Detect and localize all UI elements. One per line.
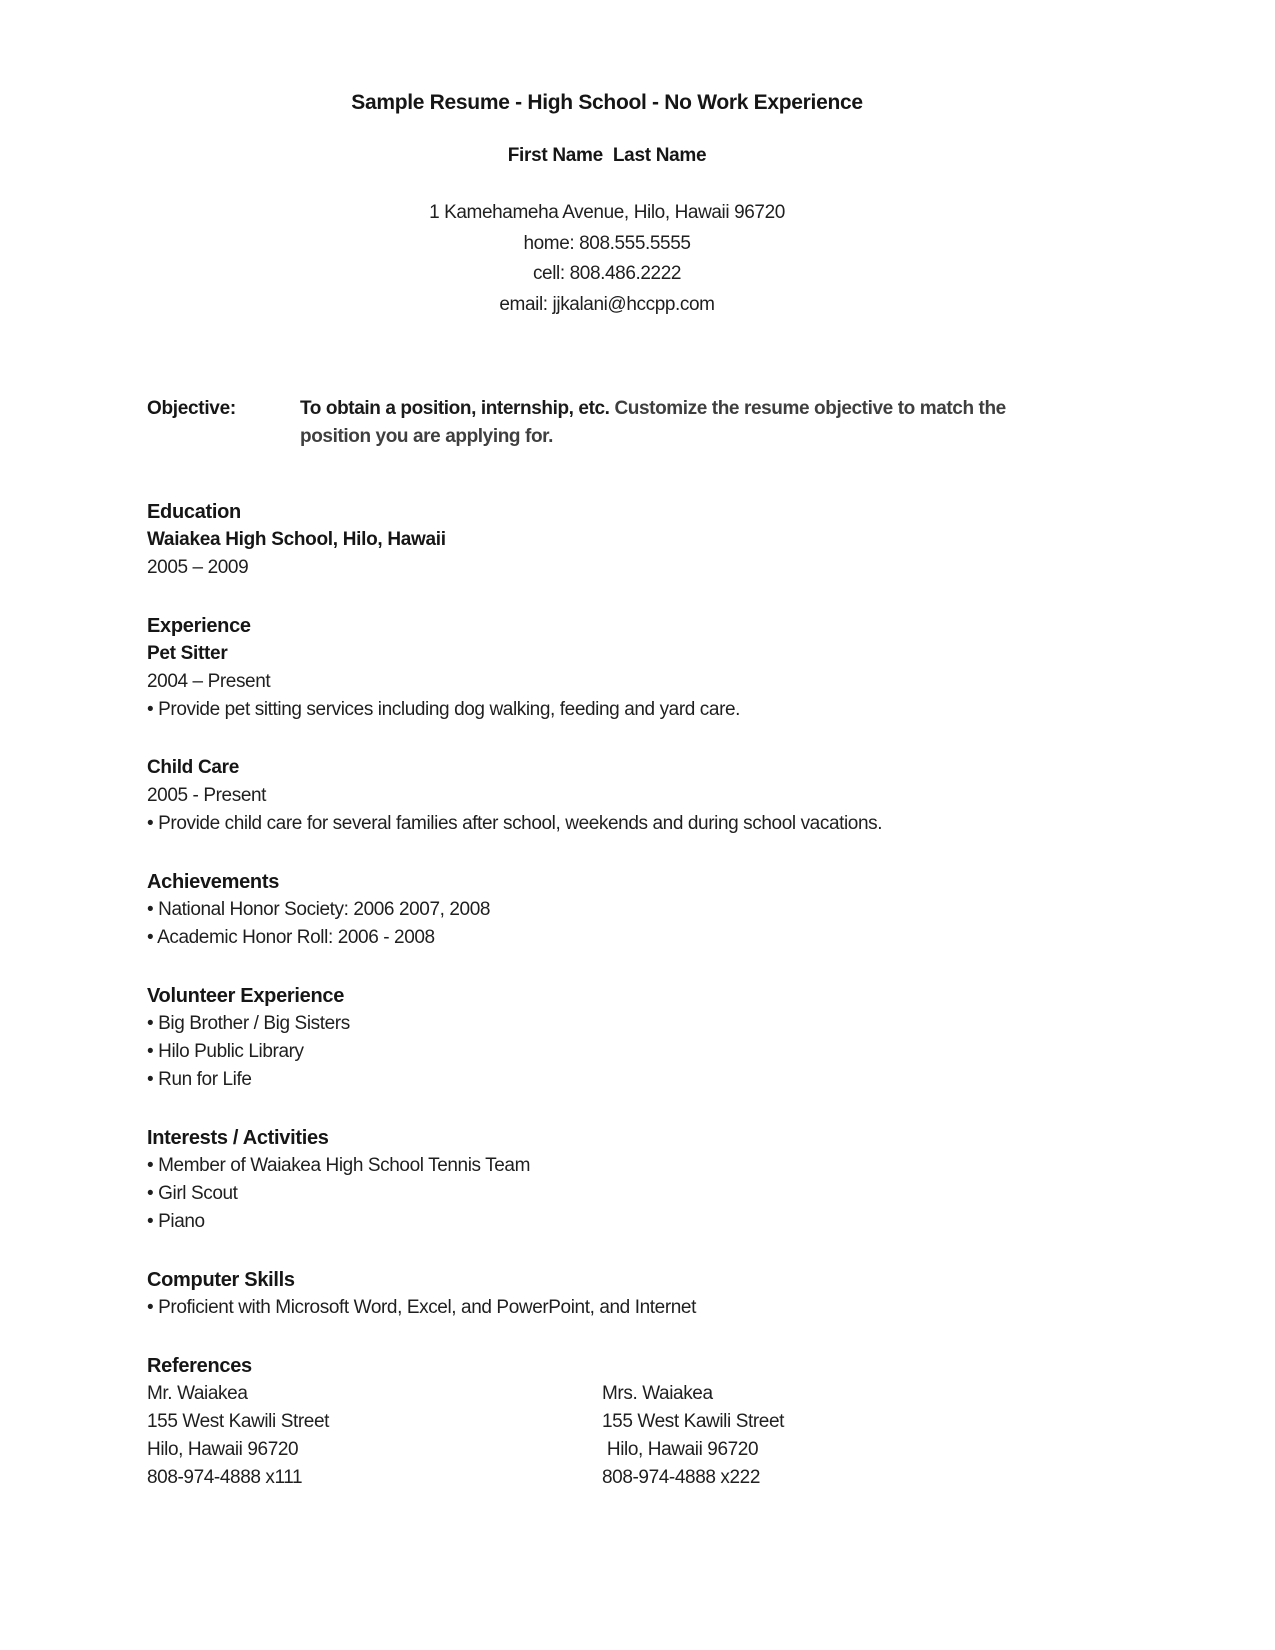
experience-job: [147, 640, 1070, 724]
objective-label: Objective:: [147, 398, 236, 419]
references-heading: References: [147, 1355, 252, 1377]
objective-section: [147, 395, 1070, 450]
reference-right: [602, 1380, 1062, 1492]
contact-cell-phone: cell: 808.486.2222: [532, 263, 682, 284]
reference-phone: 808-974-4888 x111: [147, 1467, 303, 1488]
computer-skills-section: [147, 1266, 1070, 1322]
achievements-section: [147, 868, 1070, 952]
contact-address: 1 Kamehameha Avenue, Hilo, Hawaii 96720: [429, 202, 785, 223]
computer-skill-item: • Proficient with Microsoft Word, Excel, and PowerPoint, and Internet: [147, 1297, 696, 1318]
reference-street: 155 West Kawili Street: [602, 1411, 784, 1432]
experience-heading: Experience: [147, 615, 251, 637]
interest-item: • Piano: [147, 1211, 205, 1232]
volunteer-section: [147, 982, 1070, 1094]
achievement-item: • Academic Honor Roll: 2006 - 2008: [147, 927, 435, 948]
reference-city: Hilo, Hawaii 96720: [147, 1439, 299, 1460]
candidate-name: First Name Last Name: [507, 145, 707, 166]
volunteer-heading: Volunteer Experience: [147, 985, 345, 1007]
reference-city: Hilo, Hawaii 96720: [602, 1439, 759, 1460]
education-years: 2005 – 2009: [147, 557, 249, 578]
objective-text-secondary: Customize the resume objective to match the position you are applying for.: [300, 398, 1011, 447]
interest-item: • Member of Waiakea High School Tennis Team: [147, 1155, 531, 1176]
job-bullet: • Provide child care for several families after school, weekends and during school vacations.: [147, 813, 883, 834]
contact-email: email: jjkalani@hccpp.com: [499, 293, 715, 315]
reference-phone: 808-974-4888 x222: [602, 1467, 761, 1488]
references-columns: [147, 1380, 1070, 1492]
job-title: Child Care: [147, 757, 240, 778]
contact-block: [147, 198, 1067, 320]
document-title: Sample Resume - High School - No Work Experience: [351, 91, 863, 114]
achievement-item: • National Honor Society: 2006 2007, 2008: [147, 899, 491, 920]
education-heading: Education: [147, 501, 241, 523]
computer-skills-heading: Computer Skills: [147, 1269, 295, 1291]
reference-name: Mrs. Waiakea: [602, 1383, 713, 1404]
volunteer-item: • Big Brother / Big Sisters: [147, 1013, 350, 1034]
interests-heading: Interests / Activities: [147, 1127, 329, 1149]
volunteer-item: • Run for Life: [147, 1069, 252, 1090]
job-dates: 2005 - Present: [147, 785, 267, 806]
interests-section: [147, 1124, 1070, 1236]
job-dates: 2004 – Present: [147, 671, 271, 692]
achievements-heading: Achievements: [147, 871, 280, 893]
education-school: Waiakea High School, Hilo, Hawaii: [147, 529, 446, 550]
volunteer-item: • Hilo Public Library: [147, 1041, 304, 1062]
resume-header: [147, 92, 1067, 320]
interest-item: • Girl Scout: [147, 1183, 238, 1204]
experience-job-child-care: [147, 754, 1070, 838]
job-bullet: • Provide pet sitting services including dog walking, feeding and yard care.: [147, 699, 741, 720]
objective-text: [300, 395, 1070, 450]
reference-name: Mr. Waiakea: [147, 1383, 248, 1404]
job-title: Pet Sitter: [147, 643, 228, 664]
contact-home-phone: home: 808.555.5555: [523, 232, 691, 254]
references-section: [147, 1352, 1070, 1492]
reference-left: [147, 1380, 602, 1492]
objective-text-primary: To obtain a position, internship, etc.: [300, 398, 615, 419]
education-section: [147, 498, 1070, 582]
reference-street: 155 West Kawili Street: [147, 1411, 329, 1432]
experience-section: [147, 612, 1070, 724]
